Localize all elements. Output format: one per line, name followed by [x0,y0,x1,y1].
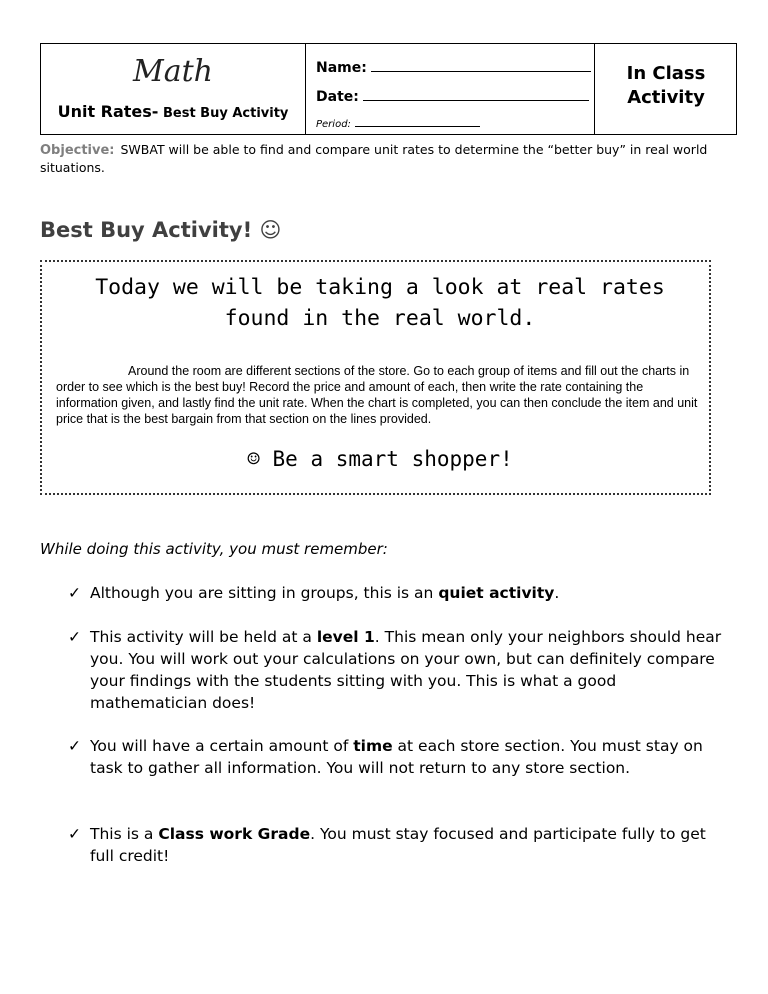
header-divider [305,44,306,134]
emphasis-text: time [353,737,393,755]
checkmark-icon: ✓ [68,825,81,843]
name-label: Name: [316,60,367,76]
header-table [40,43,737,135]
list-item [68,735,728,779]
emphasis-text: quiet activity [438,584,555,602]
list-item [68,626,728,714]
instruction-headline: Today we will be taking a look at real rates found in the real world. [95,275,665,331]
text-run: . This mean only your neighbors should hear you. You will work out your calculations on your own, but can definitely compare your findings with the students sitting with you. This is what a good mathematician does! [90,628,722,712]
text-run: Although you are sitting in groups, this is an [90,584,439,602]
date-blank[interactable] [363,88,589,101]
text-run: . You must stay focused and participate fully to get full credit! [90,825,706,865]
period-field[interactable] [316,112,480,131]
date-field[interactable] [316,86,589,105]
name-field[interactable] [316,57,591,76]
objective-text: SWBAT will be able to find and compare unit rates to determine the “better buy” in real world situations. [40,142,708,175]
emphasis-text: level 1 [316,628,375,646]
activity-tag-line1: In Class [626,63,706,84]
checkmark-icon: ✓ [68,628,81,646]
name-blank[interactable] [371,59,591,72]
list-item [68,582,728,604]
section-heading: Best Buy Activity! ☺ [40,218,282,242]
lesson-title [41,102,305,121]
subject-title: Math [133,54,213,89]
text-run: at each store section. You must stay on task to gather all information. You will not return to any store section. [90,737,703,777]
checkmark-icon: ✓ [68,737,81,755]
list-item [68,823,728,867]
period-blank[interactable] [355,118,480,127]
list-item-text [90,626,728,714]
text-run: You will have a certain amount of [90,737,354,755]
list-item-text [90,735,728,779]
activity-tag-line2: Activity [627,87,705,108]
period-label: Period: [316,119,351,130]
activity-tag [594,62,738,110]
emphasis-text: Class work Grade [158,825,311,843]
instruction-footer: ☺ Be a smart shopper! [247,447,513,471]
checkmark-icon: ✓ [68,584,81,602]
text-run: This activity will be held at a [90,628,317,646]
date-label: Date: [316,89,359,105]
list-item-text [90,823,728,867]
lesson-title-main: Unit Rates- [57,102,159,121]
text-run: This is a [90,825,159,843]
objective [40,141,730,176]
text-run: . [554,584,560,602]
reminder-intro: While doing this activity, you must remember: [40,540,388,558]
lesson-title-sub: Best Buy Activity [158,106,289,121]
instruction-body: Around the room are different sections of the store. Go to each group of items and fill out the charts in order to see which is the best buy! Record the price and amount of each, then write the rate containing the information given, and lastly find the unit rate. When the chart is completed, you can then conclude the item and unit price that is the best bargain from that section on the lines provided. [56,364,698,426]
list-item-text [90,582,728,604]
objective-label: Objective: [40,143,115,158]
